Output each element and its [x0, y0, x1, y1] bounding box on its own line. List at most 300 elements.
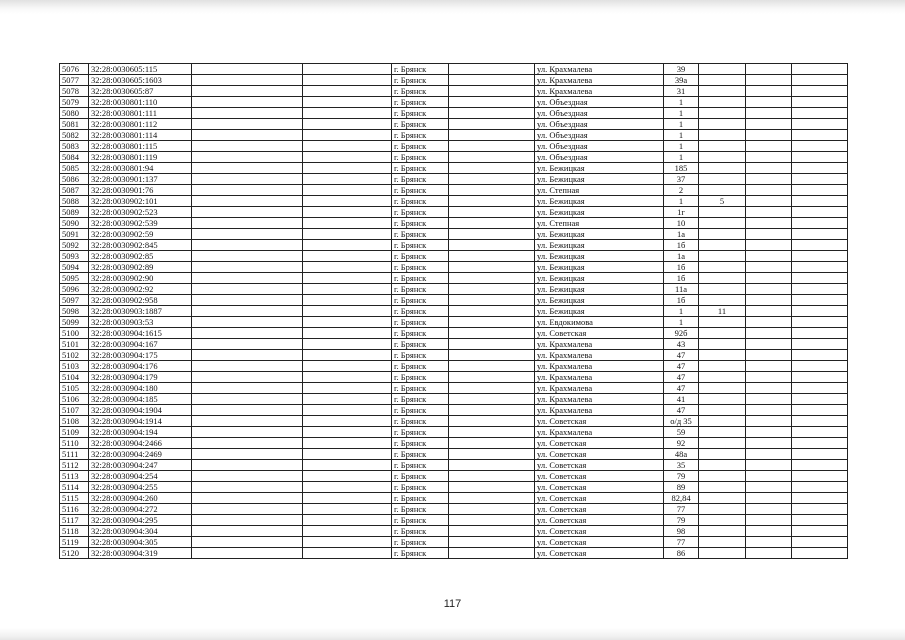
cadastral-number-cell: 32:28:0030902:539 [89, 218, 192, 229]
row-number-cell: 5082 [60, 130, 89, 141]
row-number-cell: 5112 [60, 460, 89, 471]
table-row [60, 438, 848, 449]
empty-cell [792, 504, 848, 515]
table-row [60, 284, 848, 295]
empty-cell [192, 339, 303, 350]
street-cell: ул. Объездная [535, 130, 664, 141]
cadastral-number-cell: 32:28:0030801:114 [89, 130, 192, 141]
empty-cell [746, 218, 792, 229]
street-cell: ул. Советская [535, 504, 664, 515]
empty-cell [303, 449, 392, 460]
street-cell: ул. Советская [535, 548, 664, 559]
empty-cell [746, 262, 792, 273]
table-row [60, 119, 848, 130]
building-number-cell [699, 218, 746, 229]
city-cell: г. Брянск [392, 86, 449, 97]
empty-cell [192, 273, 303, 284]
building-number-cell [699, 152, 746, 163]
empty-cell [192, 262, 303, 273]
empty-cell [746, 471, 792, 482]
cadastral-number-cell: 32:28:0030801:94 [89, 163, 192, 174]
empty-cell [792, 218, 848, 229]
row-number-cell: 5097 [60, 295, 89, 306]
empty-cell [792, 427, 848, 438]
empty-cell [303, 97, 392, 108]
table-row [60, 141, 848, 152]
empty-cell [449, 119, 535, 130]
empty-cell [792, 339, 848, 350]
cadastral-number-cell: 32:28:0030801:119 [89, 152, 192, 163]
cadastral-number-cell: 32:28:0030903:53 [89, 317, 192, 328]
empty-cell [449, 273, 535, 284]
city-cell: г. Брянск [392, 152, 449, 163]
empty-cell [746, 251, 792, 262]
cadastral-number-cell: 32:28:0030605:115 [89, 64, 192, 75]
row-number-cell: 5101 [60, 339, 89, 350]
row-number-cell: 5085 [60, 163, 89, 174]
scan-shadow-bottom [0, 628, 905, 640]
empty-cell [792, 207, 848, 218]
cadastral-number-cell: 32:28:0030904:1615 [89, 328, 192, 339]
building-number-cell [699, 548, 746, 559]
empty-cell [303, 317, 392, 328]
city-cell: г. Брянск [392, 64, 449, 75]
street-cell: ул. Крахмалева [535, 64, 664, 75]
empty-cell [303, 163, 392, 174]
table-row [60, 405, 848, 416]
building-number-cell [699, 273, 746, 284]
row-number-cell: 5098 [60, 306, 89, 317]
city-cell: г. Брянск [392, 97, 449, 108]
house-number-cell: 92 [664, 438, 699, 449]
table-row [60, 86, 848, 97]
empty-cell [746, 438, 792, 449]
empty-cell [449, 130, 535, 141]
row-number-cell: 5105 [60, 383, 89, 394]
empty-cell [792, 64, 848, 75]
empty-cell [192, 218, 303, 229]
empty-cell [192, 361, 303, 372]
empty-cell [192, 141, 303, 152]
row-number-cell: 5087 [60, 185, 89, 196]
empty-cell [192, 548, 303, 559]
street-cell: ул. Бежицкая [535, 174, 664, 185]
house-number-cell: 31 [664, 86, 699, 97]
empty-cell [449, 284, 535, 295]
row-number-cell: 5119 [60, 537, 89, 548]
row-number-cell: 5095 [60, 273, 89, 284]
empty-cell [303, 251, 392, 262]
empty-cell [792, 361, 848, 372]
empty-cell [792, 328, 848, 339]
house-number-cell: 1б [664, 262, 699, 273]
street-cell: ул. Степная [535, 218, 664, 229]
empty-cell [449, 460, 535, 471]
empty-cell [303, 383, 392, 394]
cadastral-number-cell: 32:28:0030904:194 [89, 427, 192, 438]
empty-cell [303, 273, 392, 284]
house-number-cell: 41 [664, 394, 699, 405]
street-cell: ул. Бежицкая [535, 240, 664, 251]
empty-cell [792, 86, 848, 97]
empty-cell [449, 306, 535, 317]
table-row [60, 515, 848, 526]
cadastral-number-cell: 32:28:0030904:254 [89, 471, 192, 482]
house-number-cell: 35 [664, 460, 699, 471]
building-number-cell [699, 361, 746, 372]
row-number-cell: 5106 [60, 394, 89, 405]
empty-cell [449, 262, 535, 273]
building-number-cell [699, 394, 746, 405]
table-row [60, 350, 848, 361]
building-number-cell [699, 482, 746, 493]
row-number-cell: 5104 [60, 372, 89, 383]
empty-cell [303, 493, 392, 504]
empty-cell [746, 174, 792, 185]
row-number-cell: 5078 [60, 86, 89, 97]
empty-cell [192, 427, 303, 438]
empty-cell [746, 493, 792, 504]
empty-cell [449, 339, 535, 350]
row-number-cell: 5120 [60, 548, 89, 559]
empty-cell [792, 317, 848, 328]
row-number-cell: 5094 [60, 262, 89, 273]
house-number-cell: 82,84 [664, 493, 699, 504]
building-number-cell [699, 328, 746, 339]
city-cell: г. Брянск [392, 273, 449, 284]
empty-cell [746, 240, 792, 251]
empty-cell [746, 317, 792, 328]
building-number-cell [699, 383, 746, 394]
row-number-cell: 5115 [60, 493, 89, 504]
empty-cell [746, 64, 792, 75]
empty-cell [192, 537, 303, 548]
empty-cell [303, 64, 392, 75]
house-number-cell: 1б [664, 273, 699, 284]
house-number-cell: 86 [664, 548, 699, 559]
empty-cell [303, 394, 392, 405]
table-row [60, 108, 848, 119]
building-number-cell: 5 [699, 196, 746, 207]
street-cell: ул. Бежицкая [535, 207, 664, 218]
empty-cell [192, 251, 303, 262]
street-cell: ул. Советская [535, 449, 664, 460]
empty-cell [192, 97, 303, 108]
table-row [60, 185, 848, 196]
table-row [60, 218, 848, 229]
empty-cell [449, 504, 535, 515]
row-number-cell: 5116 [60, 504, 89, 515]
city-cell: г. Брянск [392, 427, 449, 438]
house-number-cell: 1 [664, 317, 699, 328]
table-row [60, 427, 848, 438]
city-cell: г. Брянск [392, 328, 449, 339]
cadastral-number-cell: 32:28:0030904:1904 [89, 405, 192, 416]
street-cell: ул. Советская [535, 438, 664, 449]
table-row [60, 526, 848, 537]
cadastral-number-cell: 32:28:0030904:175 [89, 350, 192, 361]
empty-cell [449, 394, 535, 405]
row-number-cell: 5091 [60, 229, 89, 240]
street-cell: ул. Крахмалева [535, 394, 664, 405]
empty-cell [192, 196, 303, 207]
empty-cell [449, 196, 535, 207]
empty-cell [449, 64, 535, 75]
empty-cell [746, 86, 792, 97]
empty-cell [746, 284, 792, 295]
cadastral-number-cell: 32:28:0030904:180 [89, 383, 192, 394]
city-cell: г. Брянск [392, 460, 449, 471]
empty-cell [449, 449, 535, 460]
street-cell: ул. Бежицкая [535, 163, 664, 174]
house-number-cell: 1а [664, 251, 699, 262]
empty-cell [792, 548, 848, 559]
city-cell: г. Брянск [392, 537, 449, 548]
house-number-cell: 79 [664, 471, 699, 482]
empty-cell [303, 86, 392, 97]
empty-cell [192, 372, 303, 383]
empty-cell [792, 449, 848, 460]
house-number-cell: 43 [664, 339, 699, 350]
cadastral-number-cell: 32:28:0030903:1887 [89, 306, 192, 317]
street-cell: ул. Советская [535, 482, 664, 493]
empty-cell [449, 251, 535, 262]
city-cell: г. Брянск [392, 394, 449, 405]
street-cell: ул. Бежицкая [535, 229, 664, 240]
table-row [60, 361, 848, 372]
building-number-cell [699, 130, 746, 141]
city-cell: г. Брянск [392, 240, 449, 251]
city-cell: г. Брянск [392, 383, 449, 394]
empty-cell [449, 548, 535, 559]
empty-cell [792, 526, 848, 537]
cadastral-number-cell: 32:28:0030901:76 [89, 185, 192, 196]
empty-cell [192, 295, 303, 306]
empty-cell [792, 515, 848, 526]
city-cell: г. Брянск [392, 108, 449, 119]
street-cell: ул. Бежицкая [535, 273, 664, 284]
empty-cell [303, 427, 392, 438]
row-number-cell: 5092 [60, 240, 89, 251]
table-row [60, 482, 848, 493]
row-number-cell: 5099 [60, 317, 89, 328]
city-cell: г. Брянск [392, 174, 449, 185]
cadastral-number-cell: 32:28:0030904:295 [89, 515, 192, 526]
empty-cell [303, 515, 392, 526]
table-row [60, 240, 848, 251]
table-row [60, 64, 848, 75]
building-number-cell [699, 460, 746, 471]
building-number-cell [699, 493, 746, 504]
empty-cell [192, 328, 303, 339]
row-number-cell: 5083 [60, 141, 89, 152]
empty-cell [303, 130, 392, 141]
empty-cell [746, 372, 792, 383]
house-number-cell: 1а [664, 229, 699, 240]
building-number-cell: 11 [699, 306, 746, 317]
table-row [60, 130, 848, 141]
cadastral-number-cell: 32:28:0030801:112 [89, 119, 192, 130]
empty-cell [449, 152, 535, 163]
street-cell: ул. Крахмалева [535, 405, 664, 416]
city-cell: г. Брянск [392, 515, 449, 526]
building-number-cell [699, 229, 746, 240]
building-number-cell [699, 262, 746, 273]
table-row [60, 460, 848, 471]
table-row [60, 196, 848, 207]
building-number-cell [699, 295, 746, 306]
house-number-cell: 2 [664, 185, 699, 196]
empty-cell [792, 537, 848, 548]
house-number-cell: 1 [664, 130, 699, 141]
building-number-cell [699, 471, 746, 482]
empty-cell [303, 438, 392, 449]
row-number-cell: 5111 [60, 449, 89, 460]
cadastral-number-cell: 32:28:0030904:260 [89, 493, 192, 504]
empty-cell [449, 372, 535, 383]
row-number-cell: 5118 [60, 526, 89, 537]
empty-cell [449, 185, 535, 196]
empty-cell [792, 416, 848, 427]
empty-cell [449, 416, 535, 427]
empty-cell [192, 515, 303, 526]
empty-cell [192, 449, 303, 460]
street-cell: ул. Объездная [535, 108, 664, 119]
empty-cell [792, 295, 848, 306]
row-number-cell: 5076 [60, 64, 89, 75]
empty-cell [746, 394, 792, 405]
cadastral-number-cell: 32:28:0030904:2466 [89, 438, 192, 449]
street-cell: ул. Крахмалева [535, 350, 664, 361]
cadastral-number-cell: 32:28:0030904:179 [89, 372, 192, 383]
empty-cell [192, 493, 303, 504]
row-number-cell: 5081 [60, 119, 89, 130]
city-cell: г. Брянск [392, 229, 449, 240]
row-number-cell: 5079 [60, 97, 89, 108]
house-number-cell: 1 [664, 141, 699, 152]
city-cell: г. Брянск [392, 163, 449, 174]
empty-cell [192, 416, 303, 427]
empty-cell [192, 75, 303, 86]
building-number-cell [699, 405, 746, 416]
registry-table-container [59, 63, 848, 559]
registry-table [59, 63, 848, 559]
empty-cell [746, 383, 792, 394]
house-number-cell: 1 [664, 306, 699, 317]
scan-shadow-top [0, 0, 905, 14]
empty-cell [192, 284, 303, 295]
city-cell: г. Брянск [392, 350, 449, 361]
row-number-cell: 5077 [60, 75, 89, 86]
empty-cell [746, 306, 792, 317]
empty-cell [792, 372, 848, 383]
empty-cell [303, 141, 392, 152]
empty-cell [746, 119, 792, 130]
empty-cell [192, 405, 303, 416]
empty-cell [303, 218, 392, 229]
row-number-cell: 5100 [60, 328, 89, 339]
city-cell: г. Брянск [392, 306, 449, 317]
empty-cell [303, 240, 392, 251]
empty-cell [746, 504, 792, 515]
empty-cell [746, 537, 792, 548]
row-number-cell: 5084 [60, 152, 89, 163]
building-number-cell [699, 372, 746, 383]
empty-cell [303, 229, 392, 240]
building-number-cell [699, 75, 746, 86]
street-cell: ул. Советская [535, 416, 664, 427]
house-number-cell: 1 [664, 97, 699, 108]
row-number-cell: 5108 [60, 416, 89, 427]
row-number-cell: 5089 [60, 207, 89, 218]
empty-cell [192, 317, 303, 328]
table-row [60, 251, 848, 262]
cadastral-number-cell: 32:28:0030902:90 [89, 273, 192, 284]
house-number-cell: 47 [664, 383, 699, 394]
empty-cell [303, 295, 392, 306]
empty-cell [192, 185, 303, 196]
empty-cell [192, 86, 303, 97]
house-number-cell: 1 [664, 119, 699, 130]
city-cell: г. Брянск [392, 438, 449, 449]
house-number-cell: 1 [664, 152, 699, 163]
house-number-cell: 11а [664, 284, 699, 295]
empty-cell [792, 460, 848, 471]
street-cell: ул. Крахмалева [535, 339, 664, 350]
cadastral-number-cell: 32:28:0030902:101 [89, 196, 192, 207]
empty-cell [792, 174, 848, 185]
empty-cell [746, 130, 792, 141]
street-cell: ул. Советская [535, 328, 664, 339]
empty-cell [303, 339, 392, 350]
empty-cell [192, 163, 303, 174]
empty-cell [746, 152, 792, 163]
house-number-cell: 48а [664, 449, 699, 460]
empty-cell [192, 504, 303, 515]
empty-cell [746, 185, 792, 196]
empty-cell [792, 196, 848, 207]
street-cell: ул. Бежицкая [535, 196, 664, 207]
empty-cell [746, 328, 792, 339]
empty-cell [192, 471, 303, 482]
empty-cell [303, 174, 392, 185]
street-cell: ул. Советская [535, 460, 664, 471]
house-number-cell: 47 [664, 405, 699, 416]
table-row [60, 97, 848, 108]
empty-cell [792, 141, 848, 152]
table-row [60, 328, 848, 339]
building-number-cell [699, 416, 746, 427]
empty-cell [192, 130, 303, 141]
empty-cell [449, 295, 535, 306]
city-cell: г. Брянск [392, 262, 449, 273]
table-row [60, 548, 848, 559]
empty-cell [792, 383, 848, 394]
empty-cell [792, 394, 848, 405]
table-row [60, 449, 848, 460]
empty-cell [746, 75, 792, 86]
empty-cell [449, 207, 535, 218]
empty-cell [303, 471, 392, 482]
empty-cell [792, 240, 848, 251]
street-cell: ул. Объездная [535, 141, 664, 152]
city-cell: г. Брянск [392, 416, 449, 427]
empty-cell [792, 284, 848, 295]
building-number-cell [699, 174, 746, 185]
table-row [60, 163, 848, 174]
table-row [60, 152, 848, 163]
empty-cell [192, 383, 303, 394]
